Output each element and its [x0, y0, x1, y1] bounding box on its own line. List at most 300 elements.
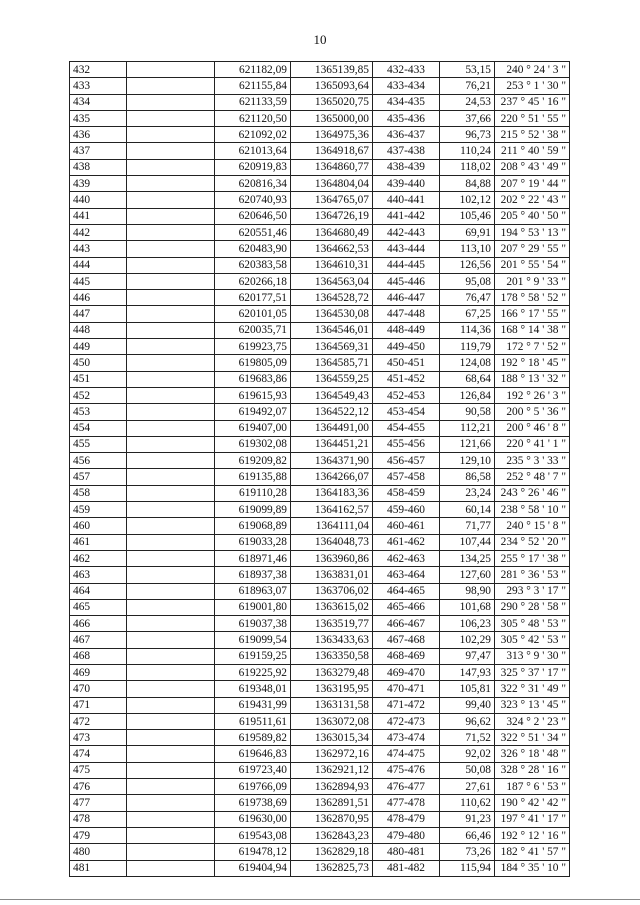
segment-cell: 436-437 — [373, 127, 440, 143]
table-row — [70, 436, 570, 452]
length-cell: 107,44 — [440, 534, 495, 550]
length-cell: 86,58 — [440, 469, 495, 485]
blank-cell — [127, 648, 215, 664]
x-coordinate-cell: 618963,07 — [215, 583, 291, 599]
segment-cell: 449-450 — [373, 339, 440, 355]
segment-cell: 434-435 — [373, 94, 440, 110]
length-cell: 84,88 — [440, 176, 495, 192]
length-cell: 102,12 — [440, 192, 495, 208]
x-coordinate-cell: 620740,93 — [215, 192, 291, 208]
blank-cell — [127, 192, 215, 208]
bearing-cell: 328 ° 28 ' 16 " — [495, 762, 570, 778]
x-coordinate-cell: 621013,64 — [215, 143, 291, 159]
length-cell: 60,14 — [440, 502, 495, 518]
x-coordinate-cell: 620646,50 — [215, 208, 291, 224]
point-number-cell: 468 — [70, 648, 127, 664]
bearing-cell: 322 ° 51 ' 34 " — [495, 730, 570, 746]
segment-cell: 469-470 — [373, 664, 440, 680]
x-coordinate-cell: 619492,07 — [215, 404, 291, 420]
segment-cell: 438-439 — [373, 159, 440, 175]
bearing-cell: 290 ° 28 ' 58 " — [495, 599, 570, 615]
y-coordinate-cell: 1363195,95 — [291, 681, 373, 697]
blank-cell — [127, 436, 215, 452]
table-row — [70, 599, 570, 615]
blank-cell — [127, 681, 215, 697]
bearing-cell: 192 ° 26 ' 3 " — [495, 387, 570, 403]
blank-cell — [127, 485, 215, 501]
length-cell: 71,77 — [440, 518, 495, 534]
x-coordinate-cell: 619033,28 — [215, 534, 291, 550]
table-row — [70, 62, 570, 78]
x-coordinate-cell: 618937,38 — [215, 567, 291, 583]
segment-cell: 463-464 — [373, 567, 440, 583]
y-coordinate-cell: 1364804,04 — [291, 176, 373, 192]
bearing-cell: 202 ° 22 ' 43 " — [495, 192, 570, 208]
point-number-cell: 478 — [70, 811, 127, 827]
segment-cell: 474-475 — [373, 746, 440, 762]
blank-cell — [127, 78, 215, 94]
y-coordinate-cell: 1363519,77 — [291, 616, 373, 632]
y-coordinate-cell: 1362843,23 — [291, 827, 373, 843]
x-coordinate-cell: 620035,71 — [215, 322, 291, 338]
length-cell: 27,61 — [440, 779, 495, 795]
point-number-cell: 480 — [70, 844, 127, 860]
y-coordinate-cell: 1364111,04 — [291, 518, 373, 534]
x-coordinate-cell: 619404,94 — [215, 860, 291, 876]
segment-cell: 471-472 — [373, 697, 440, 713]
x-coordinate-cell: 619302,08 — [215, 436, 291, 452]
segment-cell: 433-434 — [373, 78, 440, 94]
blank-cell — [127, 339, 215, 355]
point-number-cell: 445 — [70, 273, 127, 289]
length-cell: 102,29 — [440, 632, 495, 648]
point-number-cell: 454 — [70, 420, 127, 436]
blank-cell — [127, 224, 215, 240]
x-coordinate-cell: 620101,05 — [215, 306, 291, 322]
blank-cell — [127, 502, 215, 518]
y-coordinate-cell: 1364530,08 — [291, 306, 373, 322]
y-coordinate-cell: 1362825,73 — [291, 860, 373, 876]
x-coordinate-cell: 619099,54 — [215, 632, 291, 648]
segment-cell: 456-457 — [373, 453, 440, 469]
point-number-cell: 459 — [70, 502, 127, 518]
bearing-cell: 305 ° 42 ' 53 " — [495, 632, 570, 648]
point-number-cell: 451 — [70, 371, 127, 387]
x-coordinate-cell: 619209,82 — [215, 453, 291, 469]
point-number-cell: 456 — [70, 453, 127, 469]
bearing-cell: 240 ° 24 ' 3 " — [495, 62, 570, 78]
y-coordinate-cell: 1364610,31 — [291, 257, 373, 273]
segment-cell: 441-442 — [373, 208, 440, 224]
x-coordinate-cell: 619037,38 — [215, 616, 291, 632]
table-row — [70, 567, 570, 583]
point-number-cell: 466 — [70, 616, 127, 632]
bearing-cell: 322 ° 31 ' 49 " — [495, 681, 570, 697]
table-row — [70, 697, 570, 713]
x-coordinate-cell: 619348,01 — [215, 681, 291, 697]
table-row — [70, 371, 570, 387]
y-coordinate-cell: 1364183,36 — [291, 485, 373, 501]
point-number-cell: 477 — [70, 795, 127, 811]
y-coordinate-cell: 1365139,85 — [291, 62, 373, 78]
y-coordinate-cell: 1363279,48 — [291, 664, 373, 680]
bearing-cell: 194 ° 53 ' 13 " — [495, 224, 570, 240]
length-cell: 71,52 — [440, 730, 495, 746]
bearing-cell: 326 ° 18 ' 48 " — [495, 746, 570, 762]
blank-cell — [127, 762, 215, 778]
point-number-cell: 448 — [70, 322, 127, 338]
length-cell: 37,66 — [440, 110, 495, 126]
page-bottom-border — [0, 899, 640, 900]
blank-cell — [127, 567, 215, 583]
bearing-cell: 201 ° 9 ' 33 " — [495, 273, 570, 289]
blank-cell — [127, 860, 215, 876]
length-cell: 112,21 — [440, 420, 495, 436]
y-coordinate-cell: 1365020,75 — [291, 94, 373, 110]
length-cell: 92,02 — [440, 746, 495, 762]
blank-cell — [127, 534, 215, 550]
table-row — [70, 648, 570, 664]
point-number-cell: 476 — [70, 779, 127, 795]
blank-cell — [127, 453, 215, 469]
segment-cell: 479-480 — [373, 827, 440, 843]
bearing-cell: 184 ° 35 ' 10 " — [495, 860, 570, 876]
blank-cell — [127, 306, 215, 322]
segment-cell: 481-482 — [373, 860, 440, 876]
x-coordinate-cell: 619646,83 — [215, 746, 291, 762]
blank-cell — [127, 550, 215, 566]
point-number-cell: 440 — [70, 192, 127, 208]
blank-cell — [127, 371, 215, 387]
y-coordinate-cell: 1364048,73 — [291, 534, 373, 550]
bearing-cell: 178 ° 58 ' 52 " — [495, 290, 570, 306]
segment-cell: 466-467 — [373, 616, 440, 632]
table-row — [70, 208, 570, 224]
segment-cell: 446-447 — [373, 290, 440, 306]
length-cell: 118,02 — [440, 159, 495, 175]
length-cell: 115,94 — [440, 860, 495, 876]
y-coordinate-cell: 1364569,31 — [291, 339, 373, 355]
y-coordinate-cell: 1362870,95 — [291, 811, 373, 827]
bearing-cell: 215 ° 52 ' 38 " — [495, 127, 570, 143]
bearing-cell: 293 ° 3 ' 17 " — [495, 583, 570, 599]
bearing-cell: 190 ° 42 ' 42 " — [495, 795, 570, 811]
segment-cell: 455-456 — [373, 436, 440, 452]
x-coordinate-cell: 619159,25 — [215, 648, 291, 664]
blank-cell — [127, 208, 215, 224]
table-row — [70, 355, 570, 371]
segment-cell: 470-471 — [373, 681, 440, 697]
x-coordinate-cell: 619431,99 — [215, 697, 291, 713]
y-coordinate-cell: 1364162,57 — [291, 502, 373, 518]
y-coordinate-cell: 1364528,72 — [291, 290, 373, 306]
table-row — [70, 224, 570, 240]
table-row — [70, 485, 570, 501]
y-coordinate-cell: 1364563,04 — [291, 273, 373, 289]
y-coordinate-cell: 1364266,07 — [291, 469, 373, 485]
x-coordinate-cell: 621092,02 — [215, 127, 291, 143]
point-number-cell: 464 — [70, 583, 127, 599]
x-coordinate-cell: 620266,18 — [215, 273, 291, 289]
point-number-cell: 465 — [70, 599, 127, 615]
x-coordinate-cell: 621182,09 — [215, 62, 291, 78]
length-cell: 90,58 — [440, 404, 495, 420]
length-cell: 113,10 — [440, 241, 495, 257]
length-cell: 106,23 — [440, 616, 495, 632]
bearing-cell: 253 ° 1 ' 30 " — [495, 78, 570, 94]
y-coordinate-cell: 1363350,58 — [291, 648, 373, 664]
bearing-cell: 200 ° 5 ' 36 " — [495, 404, 570, 420]
bearing-cell: 324 ° 2 ' 23 " — [495, 713, 570, 729]
bearing-cell: 305 ° 48 ' 53 " — [495, 616, 570, 632]
blank-cell — [127, 273, 215, 289]
length-cell: 134,25 — [440, 550, 495, 566]
y-coordinate-cell: 1364559,25 — [291, 371, 373, 387]
table-row — [70, 746, 570, 762]
table-row — [70, 453, 570, 469]
length-cell: 114,36 — [440, 322, 495, 338]
point-number-cell: 442 — [70, 224, 127, 240]
length-cell: 91,23 — [440, 811, 495, 827]
x-coordinate-cell: 620383,58 — [215, 257, 291, 273]
length-cell: 67,25 — [440, 306, 495, 322]
table-row — [70, 387, 570, 403]
y-coordinate-cell: 1363072,08 — [291, 713, 373, 729]
point-number-cell: 463 — [70, 567, 127, 583]
blank-cell — [127, 420, 215, 436]
y-coordinate-cell: 1364662,53 — [291, 241, 373, 257]
point-number-cell: 450 — [70, 355, 127, 371]
x-coordinate-cell: 620483,90 — [215, 241, 291, 257]
blank-cell — [127, 583, 215, 599]
table-row — [70, 762, 570, 778]
y-coordinate-cell: 1364371,90 — [291, 453, 373, 469]
blank-cell — [127, 62, 215, 78]
segment-cell: 452-453 — [373, 387, 440, 403]
blank-cell — [127, 322, 215, 338]
blank-cell — [127, 599, 215, 615]
point-number-cell: 469 — [70, 664, 127, 680]
table-row — [70, 306, 570, 322]
bearing-cell: 255 ° 17 ' 38 " — [495, 550, 570, 566]
point-number-cell: 474 — [70, 746, 127, 762]
bearing-cell: 325 ° 37 ' 17 " — [495, 664, 570, 680]
blank-cell — [127, 632, 215, 648]
x-coordinate-cell: 620919,83 — [215, 159, 291, 175]
y-coordinate-cell: 1363131,58 — [291, 697, 373, 713]
segment-cell: 464-465 — [373, 583, 440, 599]
blank-cell — [127, 827, 215, 843]
segment-cell: 468-469 — [373, 648, 440, 664]
point-number-cell: 457 — [70, 469, 127, 485]
bearing-cell: 166 ° 17 ' 55 " — [495, 306, 570, 322]
bearing-cell: 168 ° 14 ' 38 " — [495, 322, 570, 338]
length-cell: 99,40 — [440, 697, 495, 713]
blank-cell — [127, 518, 215, 534]
blank-cell — [127, 355, 215, 371]
segment-cell: 461-462 — [373, 534, 440, 550]
x-coordinate-cell: 619225,92 — [215, 664, 291, 680]
length-cell: 24,53 — [440, 94, 495, 110]
y-coordinate-cell: 1365093,64 — [291, 78, 373, 94]
y-coordinate-cell: 1364726,19 — [291, 208, 373, 224]
blank-cell — [127, 730, 215, 746]
x-coordinate-cell: 619135,88 — [215, 469, 291, 485]
x-coordinate-cell: 619683,86 — [215, 371, 291, 387]
blank-cell — [127, 713, 215, 729]
bearing-cell: 205 ° 40 ' 50 " — [495, 208, 570, 224]
x-coordinate-cell: 619923,75 — [215, 339, 291, 355]
table-row — [70, 534, 570, 550]
bearing-cell: 323 ° 13 ' 45 " — [495, 697, 570, 713]
x-coordinate-cell: 619723,40 — [215, 762, 291, 778]
y-coordinate-cell: 1363433,63 — [291, 632, 373, 648]
length-cell: 97,47 — [440, 648, 495, 664]
table-row — [70, 779, 570, 795]
segment-cell: 440-441 — [373, 192, 440, 208]
length-cell: 69,91 — [440, 224, 495, 240]
table-row — [70, 827, 570, 843]
bearing-cell: 235 ° 3 ' 33 " — [495, 453, 570, 469]
table-row — [70, 110, 570, 126]
segment-cell: 462-463 — [373, 550, 440, 566]
x-coordinate-cell: 619068,89 — [215, 518, 291, 534]
point-number-cell: 438 — [70, 159, 127, 175]
segment-cell: 437-438 — [373, 143, 440, 159]
bearing-cell: 281 ° 36 ' 53 " — [495, 567, 570, 583]
blank-cell — [127, 469, 215, 485]
table-row — [70, 159, 570, 175]
table-row — [70, 860, 570, 876]
table-row — [70, 681, 570, 697]
table-row — [70, 339, 570, 355]
table-row — [70, 811, 570, 827]
point-number-cell: 444 — [70, 257, 127, 273]
blank-cell — [127, 127, 215, 143]
blank-cell — [127, 616, 215, 632]
length-cell: 105,46 — [440, 208, 495, 224]
point-number-cell: 443 — [70, 241, 127, 257]
bearing-cell: 192 ° 12 ' 16 " — [495, 827, 570, 843]
bearing-cell: 238 ° 58 ' 10 " — [495, 502, 570, 518]
length-cell: 127,60 — [440, 567, 495, 583]
point-number-cell: 449 — [70, 339, 127, 355]
table-row — [70, 616, 570, 632]
segment-cell: 473-474 — [373, 730, 440, 746]
length-cell: 105,81 — [440, 681, 495, 697]
bearing-cell: 208 ° 43 ' 49 " — [495, 159, 570, 175]
blank-cell — [127, 746, 215, 762]
coordinates-table-body — [70, 62, 570, 877]
blank-cell — [127, 795, 215, 811]
table-row — [70, 322, 570, 338]
y-coordinate-cell: 1362894,93 — [291, 779, 373, 795]
y-coordinate-cell: 1363015,34 — [291, 730, 373, 746]
table-row — [70, 664, 570, 680]
x-coordinate-cell: 619766,09 — [215, 779, 291, 795]
point-number-cell: 455 — [70, 436, 127, 452]
length-cell: 110,24 — [440, 143, 495, 159]
point-number-cell: 452 — [70, 387, 127, 403]
table-row — [70, 518, 570, 534]
bearing-cell: 201 ° 55 ' 54 " — [495, 257, 570, 273]
bearing-cell: 252 ° 48 ' 7 " — [495, 469, 570, 485]
blank-cell — [127, 387, 215, 403]
y-coordinate-cell: 1364975,36 — [291, 127, 373, 143]
table-row — [70, 404, 570, 420]
coordinates-table — [69, 61, 570, 877]
point-number-cell: 460 — [70, 518, 127, 534]
length-cell: 73,26 — [440, 844, 495, 860]
point-number-cell: 473 — [70, 730, 127, 746]
x-coordinate-cell: 619110,28 — [215, 485, 291, 501]
table-row — [70, 290, 570, 306]
length-cell: 23,24 — [440, 485, 495, 501]
table-row — [70, 550, 570, 566]
segment-cell: 444-445 — [373, 257, 440, 273]
segment-cell: 478-479 — [373, 811, 440, 827]
bearing-cell: 240 ° 15 ' 8 " — [495, 518, 570, 534]
y-coordinate-cell: 1363831,01 — [291, 567, 373, 583]
y-coordinate-cell: 1363615,02 — [291, 599, 373, 615]
blank-cell — [127, 143, 215, 159]
segment-cell: 467-468 — [373, 632, 440, 648]
table-row — [70, 420, 570, 436]
table-row — [70, 257, 570, 273]
table-row — [70, 241, 570, 257]
point-number-cell: 439 — [70, 176, 127, 192]
segment-cell: 454-455 — [373, 420, 440, 436]
table-row — [70, 78, 570, 94]
y-coordinate-cell: 1364451,21 — [291, 436, 373, 452]
length-cell: 68,64 — [440, 371, 495, 387]
bearing-cell: 211 ° 40 ' 59 " — [495, 143, 570, 159]
table-row — [70, 583, 570, 599]
blank-cell — [127, 176, 215, 192]
table-row — [70, 176, 570, 192]
x-coordinate-cell: 621133,59 — [215, 94, 291, 110]
y-coordinate-cell: 1364585,71 — [291, 355, 373, 371]
blank-cell — [127, 110, 215, 126]
segment-cell: 443-444 — [373, 241, 440, 257]
y-coordinate-cell: 1364522,12 — [291, 404, 373, 420]
length-cell: 76,47 — [440, 290, 495, 306]
length-cell: 119,79 — [440, 339, 495, 355]
bearing-cell: 192 ° 18 ' 45 " — [495, 355, 570, 371]
x-coordinate-cell: 621120,50 — [215, 110, 291, 126]
point-number-cell: 481 — [70, 860, 127, 876]
table-row — [70, 273, 570, 289]
point-number-cell: 467 — [70, 632, 127, 648]
segment-cell: 439-440 — [373, 176, 440, 192]
segment-cell: 445-446 — [373, 273, 440, 289]
segment-cell: 457-458 — [373, 469, 440, 485]
x-coordinate-cell: 619738,69 — [215, 795, 291, 811]
length-cell: 66,46 — [440, 827, 495, 843]
length-cell: 96,73 — [440, 127, 495, 143]
table-row — [70, 730, 570, 746]
y-coordinate-cell: 1364680,49 — [291, 224, 373, 240]
blank-cell — [127, 159, 215, 175]
length-cell: 53,15 — [440, 62, 495, 78]
length-cell: 147,93 — [440, 664, 495, 680]
point-number-cell: 433 — [70, 78, 127, 94]
bearing-cell: 313 ° 9 ' 30 " — [495, 648, 570, 664]
bearing-cell: 234 ° 52 ' 20 " — [495, 534, 570, 550]
blank-cell — [127, 844, 215, 860]
segment-cell: 448-449 — [373, 322, 440, 338]
segment-cell: 472-473 — [373, 713, 440, 729]
